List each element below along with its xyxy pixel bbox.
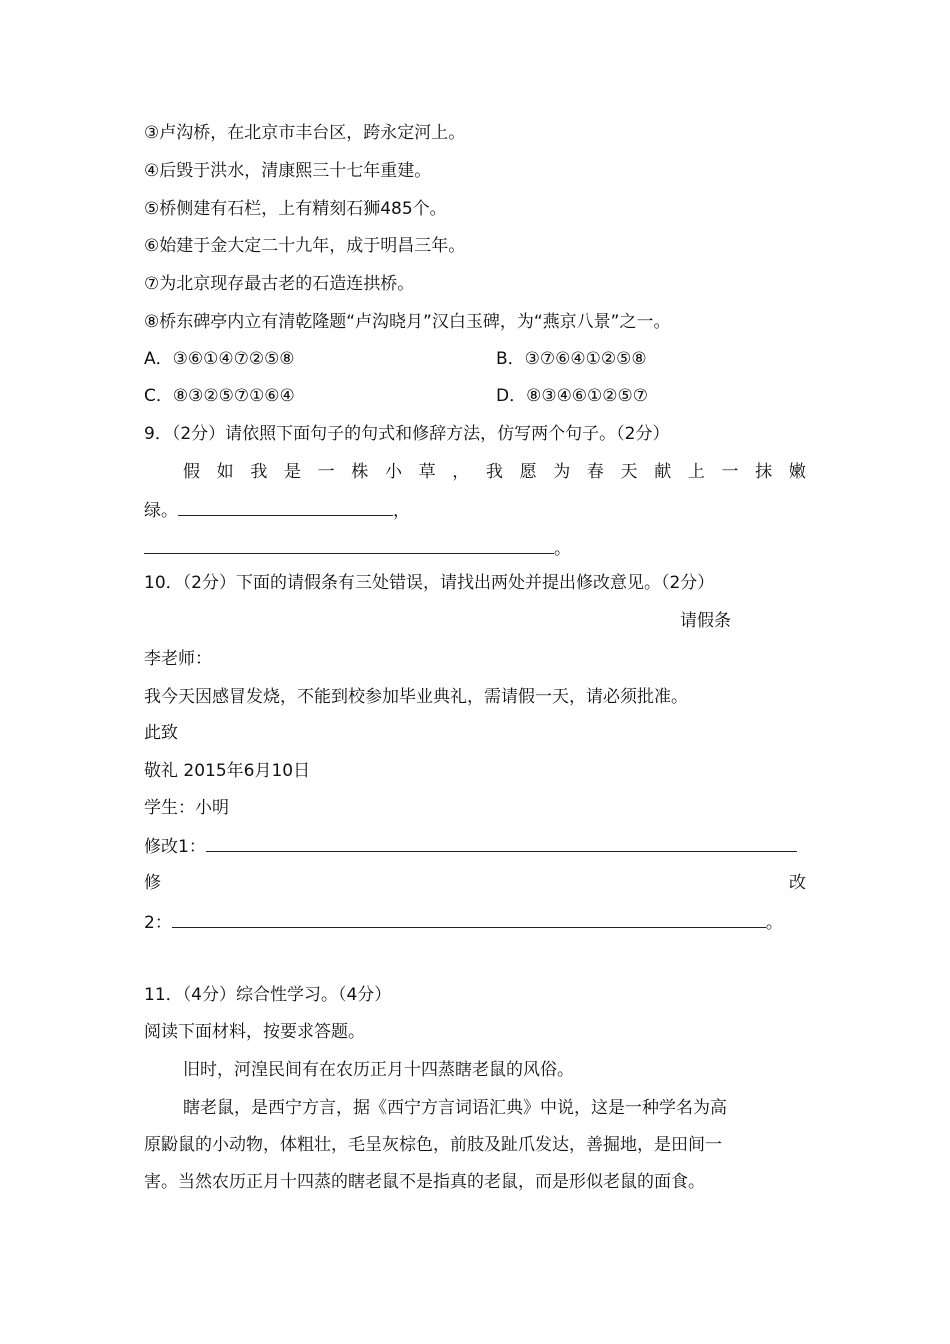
q11-paragraph-2-line-1: 瞎老鼠，是西宁方言，据《西宁方言词语汇典》中说，这是一种学名为高 [183, 1098, 727, 1118]
q8-option-d: D．⑧③④⑥①②⑤⑦ [496, 386, 649, 406]
q9-line3-end: 。 [554, 539, 571, 559]
example-char: 天 [620, 462, 638, 482]
example-char: 株 [351, 462, 369, 482]
q10-signature: 学生：小明 [144, 798, 229, 818]
q9-answer-line-1 [144, 497, 410, 523]
q8-option-a: A．③⑥①④⑦②⑤⑧ [144, 349, 295, 369]
q10-fix-1 [144, 833, 797, 859]
q10-body: 我今天因感冒发烧，不能到校参加毕业典礼，需请假一天，请必须批准。 [144, 687, 688, 707]
example-char: 上 [687, 462, 705, 482]
example-char: 如 [216, 462, 234, 482]
q9-line2-start: 绿。 [144, 501, 178, 521]
q10-fix2-blank[interactable] [172, 909, 766, 928]
q11-paragraph-1: 旧时，河湟民间有在农历正月十四蒸瞎老鼠的风俗。 [183, 1060, 574, 1080]
q9-answer-blank-1[interactable] [178, 497, 393, 516]
q10-fix-2 [144, 909, 783, 935]
q10-fix1-blank[interactable] [206, 833, 797, 852]
example-char: 献 [654, 462, 672, 482]
q10-fix-2-wrap [144, 871, 806, 895]
q11-stem: 11．（4分）综合性学习。（4分） [144, 985, 392, 1005]
q10-closing-1: 此致 [144, 723, 178, 743]
q8-item-7: ⑦为北京现存最古老的石造连拱桥。 [144, 274, 415, 294]
q10-fix2-char-a: 修 [144, 873, 161, 893]
q11-paragraph-2-line-2: 原鼢鼠的小动物，体粗壮，毛呈灰棕色，前肢及趾爪发达，善掘地，是田间一 [144, 1135, 722, 1155]
example-char: 是 [283, 462, 301, 482]
example-char: 小 [384, 462, 402, 482]
example-char: 草 [418, 462, 436, 482]
q9-answer-line-2 [144, 535, 571, 561]
example-char: 我 [250, 462, 268, 482]
q9-example-sentence [183, 460, 806, 484]
q10-fix2-char-b: 改 [789, 873, 806, 893]
q9-line2-end: ， [393, 501, 410, 521]
q10-salutation: 李老师： [144, 649, 212, 669]
example-char: 嫩 [788, 462, 806, 482]
example-char: 一 [317, 462, 335, 482]
example-char: 为 [553, 462, 571, 482]
q10-fix2-end: 。 [765, 913, 783, 933]
example-char: ， [452, 462, 470, 482]
example-char: 抹 [755, 462, 773, 482]
example-char: 愿 [519, 462, 537, 482]
q9-stem: 9．（2分）请依照下面句子的句式和修辞方法，仿写两个句子。（2分） [144, 424, 670, 444]
q10-stem: 10．（2分）下面的请假条有三处错误，请找出两处并提出修改意见。（2分） [144, 573, 715, 593]
q8-item-5: ⑤桥侧建有石栏，上有精刻石狮485个。 [144, 199, 447, 219]
example-char: 春 [586, 462, 604, 482]
q9-answer-blank-2[interactable] [144, 535, 554, 554]
q8-option-c: C．⑧③②⑤⑦①⑥④ [144, 386, 295, 406]
example-char: 一 [721, 462, 739, 482]
example-char: 我 [485, 462, 503, 482]
q10-note-title: 请假条 [680, 611, 731, 631]
q8-option-b: B．③⑦⑥④①②⑤⑧ [496, 349, 647, 369]
q8-item-4: ④后毁于洪水，清康熙三十七年重建。 [144, 161, 432, 181]
q8-item-8: ⑧桥东碑亭内立有清乾隆题“卢沟晓月”汉白玉碑，为“燕京八景”之一。 [144, 312, 671, 332]
q10-closing-2: 敬礼 2015年6月10日 [144, 761, 311, 781]
q10-fix1-label: 修改1： [144, 837, 206, 857]
example-char: 假 [183, 462, 200, 482]
q11-paragraph-2-line-3: 害。当然农历正月十四蒸的瞎老鼠不是指真的老鼠，而是形似老鼠的面食。 [144, 1172, 705, 1192]
q10-fix2-label: 2： [144, 913, 172, 933]
q11-instruction: 阅读下面材料，按要求答题。 [144, 1022, 365, 1042]
q8-item-3: ③卢沟桥，在北京市丰台区，跨永定河上。 [144, 123, 466, 143]
q8-item-6: ⑥始建于金大定二十九年，成于明昌三年。 [144, 236, 466, 256]
